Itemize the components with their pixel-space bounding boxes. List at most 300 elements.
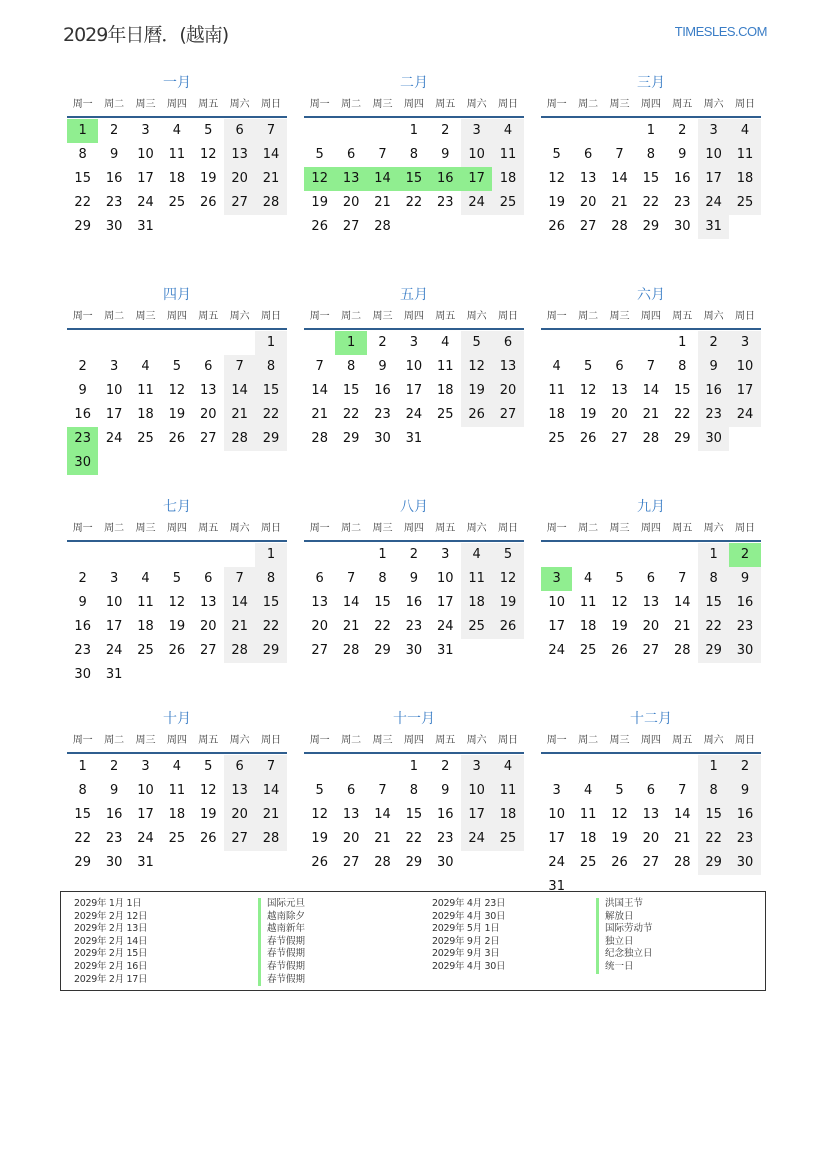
day-cell: 7 bbox=[678, 783, 687, 798]
weekday-label: 周三 bbox=[372, 311, 393, 322]
day-cell: 16 bbox=[374, 383, 391, 398]
day-cell: 6 bbox=[346, 147, 356, 162]
empty-cell bbox=[193, 331, 224, 355]
weekday-label: 周六 bbox=[466, 735, 487, 746]
day-cell: 15 bbox=[698, 803, 729, 827]
weekday-label: 周五 bbox=[435, 735, 456, 746]
day-cell: 27 bbox=[224, 827, 255, 851]
day-cell: 29 bbox=[74, 219, 91, 234]
day-cell: 20 bbox=[342, 831, 360, 846]
holiday-day: 14 bbox=[367, 167, 398, 191]
day-cell: 13 bbox=[224, 143, 255, 167]
weekday-label: 周日 bbox=[735, 523, 756, 534]
day-cell: 24 bbox=[105, 643, 123, 658]
holiday-day: 12 bbox=[304, 167, 335, 191]
day-cell: 28 bbox=[255, 191, 286, 215]
holiday-entry: 2029年 2月 14日 bbox=[74, 935, 148, 947]
weekday-label: 周四 bbox=[403, 99, 424, 110]
day-cell: 10 bbox=[698, 143, 729, 167]
weekday-label: 周五 bbox=[198, 311, 219, 322]
holiday-entry: 2029年 2月 15日 bbox=[74, 948, 148, 960]
holiday-entry: 解放日 bbox=[596, 911, 653, 924]
day-cell: 13 bbox=[311, 595, 328, 610]
day-cell: 11 bbox=[436, 359, 454, 374]
month-title: 四月 bbox=[163, 287, 191, 303]
weekday-label: 周日 bbox=[261, 735, 282, 746]
day-cell: 2 bbox=[109, 759, 119, 774]
weekday-label: 周日 bbox=[735, 735, 756, 746]
weekday-label: 周六 bbox=[703, 99, 724, 110]
day-cell: 12 bbox=[492, 567, 523, 591]
month-title: 十二月 bbox=[630, 711, 672, 727]
day-cell: 9 bbox=[109, 147, 119, 162]
weekday-label: 周日 bbox=[498, 311, 519, 322]
holiday-names-col-1 bbox=[258, 898, 305, 986]
weekday-label: 周五 bbox=[198, 99, 219, 110]
day-cell: 21 bbox=[224, 615, 255, 639]
day-cell: 2 bbox=[678, 123, 687, 138]
empty-cell bbox=[161, 331, 192, 355]
day-cell: 26 bbox=[168, 643, 186, 658]
weekday-label: 周三 bbox=[135, 523, 156, 534]
day-cell: 11 bbox=[729, 143, 760, 167]
day-cell: 25 bbox=[137, 431, 154, 446]
day-cell: 5 bbox=[492, 543, 523, 567]
day-cell: 12 bbox=[548, 171, 565, 186]
day-cell: 4 bbox=[141, 571, 150, 586]
day-grid bbox=[541, 755, 761, 899]
day-cell: 8 bbox=[255, 355, 286, 379]
weekday-label: 周五 bbox=[435, 311, 456, 322]
weekday-label: 周日 bbox=[735, 311, 756, 322]
day-cell: 21 bbox=[255, 167, 286, 191]
day-cell: 4 bbox=[492, 119, 523, 143]
day-grid bbox=[304, 755, 524, 875]
weekday-label: 周日 bbox=[261, 311, 282, 322]
weekday-label: 周一 bbox=[72, 311, 93, 322]
day-cell: 14 bbox=[224, 591, 255, 615]
day-cell: 12 bbox=[168, 383, 186, 398]
day-cell: 13 bbox=[199, 595, 217, 610]
day-cell: 4 bbox=[583, 571, 593, 586]
day-cell: 3 bbox=[409, 335, 418, 350]
day-cell: 16 bbox=[436, 807, 454, 822]
day-cell: 26 bbox=[579, 431, 597, 446]
day-cell: 27 bbox=[611, 431, 628, 446]
day-cell: 30 bbox=[74, 667, 91, 682]
day-cell: 22 bbox=[374, 619, 391, 634]
day-cell: 13 bbox=[579, 171, 597, 186]
weekday-label: 周四 bbox=[403, 523, 424, 534]
holiday-day: 13 bbox=[335, 167, 366, 191]
empty-cell bbox=[367, 755, 398, 779]
weekday-label: 周五 bbox=[672, 735, 693, 746]
month-title: 六月 bbox=[637, 287, 665, 303]
day-cell: 9 bbox=[729, 779, 760, 803]
day-cell: 14 bbox=[224, 379, 255, 403]
day-cell: 19 bbox=[461, 379, 492, 403]
day-cell: 20 bbox=[342, 195, 360, 210]
day-cell: 26 bbox=[311, 855, 328, 870]
day-cell: 3 bbox=[109, 359, 119, 374]
empty-cell bbox=[335, 755, 366, 779]
weekday-label: 周四 bbox=[640, 311, 661, 322]
empty-cell bbox=[304, 331, 335, 355]
weekday-label: 周二 bbox=[341, 735, 362, 746]
weekday-label: 周日 bbox=[261, 99, 282, 110]
month-calendar bbox=[541, 496, 761, 708]
empty-cell bbox=[604, 543, 635, 567]
day-cell: 6 bbox=[204, 571, 213, 586]
day-cell: 18 bbox=[137, 619, 154, 634]
day-cell: 18 bbox=[168, 807, 186, 822]
weekday-label: 周四 bbox=[166, 311, 187, 322]
month-calendar bbox=[541, 284, 761, 496]
day-cell: 21 bbox=[342, 619, 360, 634]
day-cell: 21 bbox=[673, 831, 691, 846]
day-cell: 19 bbox=[199, 171, 217, 186]
day-cell: 14 bbox=[673, 807, 691, 822]
day-cell: 7 bbox=[378, 147, 387, 162]
day-cell: 1 bbox=[646, 123, 655, 138]
day-cell: 29 bbox=[255, 639, 286, 663]
weekday-header bbox=[541, 518, 761, 542]
day-cell: 10 bbox=[548, 807, 565, 822]
day-cell: 27 bbox=[579, 219, 597, 234]
day-cell: 11 bbox=[461, 567, 492, 591]
day-cell: 21 bbox=[611, 195, 628, 210]
weekday-label: 周三 bbox=[135, 99, 156, 110]
weekday-label: 周二 bbox=[104, 735, 125, 746]
day-cell: 6 bbox=[615, 359, 624, 374]
day-cell: 28 bbox=[224, 427, 255, 451]
day-grid bbox=[304, 331, 524, 451]
day-cell: 31 bbox=[548, 879, 565, 894]
day-cell: 25 bbox=[168, 831, 186, 846]
weekday-label: 周四 bbox=[166, 523, 187, 534]
day-cell: 5 bbox=[172, 359, 181, 374]
month-calendar bbox=[541, 72, 761, 284]
empty-cell bbox=[67, 331, 98, 355]
empty-cell bbox=[304, 119, 335, 143]
holiday-entry: 春节假期 bbox=[258, 936, 305, 949]
day-cell: 20 bbox=[224, 167, 255, 191]
day-cell: 3 bbox=[141, 759, 150, 774]
day-cell: 4 bbox=[492, 755, 523, 779]
day-cell: 15 bbox=[374, 595, 391, 610]
empty-cell bbox=[572, 755, 603, 779]
day-cell: 19 bbox=[199, 807, 217, 822]
day-cell: 3 bbox=[109, 571, 119, 586]
page-title: 2029年日曆．(越南) bbox=[63, 24, 229, 46]
day-cell: 21 bbox=[374, 831, 391, 846]
weekday-label: 周四 bbox=[640, 99, 661, 110]
day-cell: 5 bbox=[583, 359, 593, 374]
day-cell: 30 bbox=[729, 639, 760, 663]
weekday-label: 周六 bbox=[466, 523, 487, 534]
month-title: 十月 bbox=[163, 711, 191, 727]
day-grid bbox=[67, 119, 287, 239]
day-cell: 17 bbox=[105, 619, 123, 634]
holiday-entry: 春节假期 bbox=[258, 948, 305, 961]
day-cell: 23 bbox=[673, 195, 691, 210]
day-cell: 22 bbox=[342, 407, 360, 422]
weekday-label: 周三 bbox=[609, 523, 630, 534]
month-calendar bbox=[304, 708, 524, 920]
weekday-label: 周一 bbox=[72, 523, 93, 534]
day-cell: 5 bbox=[204, 123, 213, 138]
day-cell: 27 bbox=[342, 855, 360, 870]
day-cell: 24 bbox=[137, 831, 154, 846]
day-cell: 17 bbox=[461, 803, 492, 827]
weekday-label: 周二 bbox=[341, 99, 362, 110]
day-cell: 28 bbox=[255, 827, 286, 851]
holiday-names-col-2 bbox=[596, 898, 653, 974]
day-cell: 21 bbox=[311, 407, 328, 422]
day-cell: 5 bbox=[315, 783, 324, 798]
day-cell: 12 bbox=[311, 807, 328, 822]
day-cell: 22 bbox=[642, 195, 660, 210]
day-cell: 30 bbox=[405, 643, 423, 658]
weekday-label: 周日 bbox=[498, 523, 519, 534]
day-cell: 19 bbox=[168, 619, 186, 634]
day-cell: 16 bbox=[74, 619, 91, 634]
day-cell: 8 bbox=[698, 567, 729, 591]
empty-cell bbox=[667, 543, 698, 567]
holiday-entry: 洪国王节 bbox=[596, 898, 653, 911]
day-cell: 11 bbox=[579, 595, 597, 610]
weekday-label: 周二 bbox=[341, 523, 362, 534]
holiday-entry: 越南新年 bbox=[258, 923, 305, 936]
weekday-label: 周日 bbox=[735, 99, 756, 110]
day-cell: 31 bbox=[105, 667, 123, 682]
empty-cell bbox=[304, 755, 335, 779]
empty-cell bbox=[130, 543, 161, 567]
day-cell: 1 bbox=[409, 759, 418, 774]
month-title: 九月 bbox=[637, 499, 665, 515]
day-cell: 31 bbox=[137, 219, 154, 234]
day-cell: 8 bbox=[78, 783, 87, 798]
weekday-label: 周六 bbox=[703, 735, 724, 746]
day-cell: 26 bbox=[611, 855, 628, 870]
day-cell: 17 bbox=[698, 167, 729, 191]
day-cell: 25 bbox=[137, 643, 154, 658]
day-cell: 26 bbox=[492, 615, 523, 639]
day-cell: 24 bbox=[405, 407, 423, 422]
day-cell: 9 bbox=[698, 355, 729, 379]
day-cell: 12 bbox=[199, 783, 217, 798]
day-cell: 3 bbox=[441, 547, 450, 562]
day-cell: 19 bbox=[311, 195, 328, 210]
holiday-dates-col-2 bbox=[432, 898, 505, 974]
weekday-label: 周二 bbox=[578, 523, 599, 534]
day-cell: 10 bbox=[105, 595, 123, 610]
day-cell: 28 bbox=[611, 219, 628, 234]
day-cell: 27 bbox=[642, 643, 660, 658]
holiday-entry: 2029年 5月 1日 bbox=[432, 923, 500, 935]
day-cell: 30 bbox=[729, 851, 760, 875]
weekday-label: 周一 bbox=[546, 99, 567, 110]
weekday-label: 周二 bbox=[104, 99, 125, 110]
day-cell: 29 bbox=[673, 431, 691, 446]
holiday-day: 17 bbox=[461, 167, 492, 191]
day-cell: 14 bbox=[374, 807, 391, 822]
day-cell: 13 bbox=[224, 779, 255, 803]
holiday-day: 1 bbox=[335, 331, 366, 355]
empty-cell bbox=[193, 543, 224, 567]
day-cell: 5 bbox=[552, 147, 561, 162]
day-grid bbox=[541, 119, 761, 239]
day-cell: 1 bbox=[698, 755, 729, 779]
day-cell: 21 bbox=[673, 619, 691, 634]
day-cell: 6 bbox=[583, 147, 593, 162]
empty-cell bbox=[541, 331, 572, 355]
day-cell: 29 bbox=[342, 431, 360, 446]
day-cell: 6 bbox=[492, 331, 523, 355]
day-cell: 10 bbox=[137, 783, 154, 798]
day-cell: 3 bbox=[729, 331, 760, 355]
month-calendar bbox=[304, 72, 524, 284]
day-cell: 20 bbox=[311, 619, 328, 634]
day-cell: 4 bbox=[729, 119, 760, 143]
holiday-entry: 2029年 2月 16日 bbox=[74, 960, 148, 972]
empty-cell bbox=[667, 755, 698, 779]
weekday-label: 周一 bbox=[72, 735, 93, 746]
day-cell: 8 bbox=[678, 359, 687, 374]
day-cell: 30 bbox=[374, 431, 391, 446]
day-cell: 23 bbox=[105, 195, 123, 210]
weekday-label: 周一 bbox=[546, 311, 567, 322]
weekday-label: 周日 bbox=[498, 99, 519, 110]
day-cell: 29 bbox=[642, 219, 660, 234]
weekday-label: 周五 bbox=[435, 523, 456, 534]
holiday-entry: 2029年 9月 2日 bbox=[432, 935, 500, 947]
day-cell: 11 bbox=[579, 807, 597, 822]
day-cell: 4 bbox=[172, 123, 181, 138]
day-cell: 7 bbox=[346, 571, 356, 586]
day-cell: 24 bbox=[729, 403, 760, 427]
holiday-entry: 春节假期 bbox=[258, 961, 305, 974]
day-cell: 26 bbox=[199, 831, 217, 846]
day-cell: 26 bbox=[199, 195, 217, 210]
holiday-entry: 2029年 2月 12日 bbox=[74, 910, 148, 922]
day-cell: 18 bbox=[461, 591, 492, 615]
day-cell: 26 bbox=[461, 403, 492, 427]
weekday-label: 周五 bbox=[198, 735, 219, 746]
day-cell: 1 bbox=[678, 335, 687, 350]
month-title: 一月 bbox=[163, 75, 191, 91]
day-cell: 2 bbox=[441, 123, 450, 138]
day-cell: 31 bbox=[698, 215, 729, 239]
weekday-label: 周五 bbox=[672, 99, 693, 110]
day-cell: 8 bbox=[409, 147, 418, 162]
day-cell: 13 bbox=[492, 355, 523, 379]
day-cell: 12 bbox=[611, 807, 628, 822]
month-calendar bbox=[304, 284, 524, 496]
day-cell: 22 bbox=[405, 195, 423, 210]
day-cell: 28 bbox=[311, 431, 328, 446]
day-cell: 9 bbox=[441, 783, 450, 798]
day-cell: 13 bbox=[611, 383, 628, 398]
empty-cell bbox=[367, 119, 398, 143]
day-cell: 14 bbox=[642, 383, 660, 398]
day-cell: 15 bbox=[698, 591, 729, 615]
day-cell: 23 bbox=[374, 407, 391, 422]
weekday-label: 周四 bbox=[403, 735, 424, 746]
day-cell: 9 bbox=[378, 359, 387, 374]
day-cell: 20 bbox=[642, 619, 660, 634]
day-cell: 10 bbox=[548, 595, 565, 610]
holiday-entry: 2029年 4月 23日 bbox=[432, 898, 506, 909]
day-cell: 8 bbox=[698, 779, 729, 803]
day-cell: 29 bbox=[405, 855, 423, 870]
day-cell: 18 bbox=[492, 803, 523, 827]
day-cell: 7 bbox=[615, 147, 624, 162]
day-cell: 7 bbox=[646, 359, 655, 374]
day-cell: 18 bbox=[548, 407, 565, 422]
day-cell: 1 bbox=[409, 123, 418, 138]
day-cell: 16 bbox=[74, 407, 91, 422]
day-cell: 5 bbox=[615, 783, 624, 798]
holiday-entry: 2029年 2月 13日 bbox=[74, 923, 148, 935]
day-cell: 24 bbox=[548, 643, 565, 658]
empty-cell bbox=[541, 755, 572, 779]
day-cell: 18 bbox=[137, 407, 154, 422]
day-cell: 25 bbox=[548, 431, 565, 446]
day-cell: 9 bbox=[409, 571, 418, 586]
brand-link[interactable]: TIMESLES.COM bbox=[674, 24, 767, 39]
day-cell: 6 bbox=[224, 755, 255, 779]
day-cell: 6 bbox=[646, 571, 655, 586]
weekday-label: 周二 bbox=[341, 311, 362, 322]
weekday-header bbox=[304, 94, 524, 118]
day-cell: 10 bbox=[461, 143, 492, 167]
day-cell: 27 bbox=[311, 643, 328, 658]
empty-cell bbox=[335, 543, 366, 567]
day-grid bbox=[304, 119, 524, 239]
month-title: 十一月 bbox=[393, 711, 435, 727]
day-cell: 18 bbox=[579, 619, 597, 634]
day-cell: 27 bbox=[342, 219, 360, 234]
day-cell: 21 bbox=[642, 407, 660, 422]
weekday-label: 周六 bbox=[703, 523, 724, 534]
empty-cell bbox=[224, 543, 255, 567]
holiday-entry: 统一日 bbox=[596, 961, 653, 974]
day-cell: 28 bbox=[642, 431, 660, 446]
day-cell: 2 bbox=[409, 547, 418, 562]
day-cell: 17 bbox=[137, 171, 154, 186]
day-cell: 6 bbox=[224, 119, 255, 143]
day-cell: 19 bbox=[168, 407, 186, 422]
weekday-label: 周三 bbox=[372, 523, 393, 534]
weekday-label: 周三 bbox=[609, 735, 630, 746]
day-cell: 23 bbox=[74, 643, 91, 658]
day-grid bbox=[67, 543, 287, 687]
day-cell: 27 bbox=[199, 643, 217, 658]
weekday-label: 周日 bbox=[261, 523, 282, 534]
day-cell: 25 bbox=[461, 615, 492, 639]
day-grid bbox=[304, 543, 524, 663]
empty-cell bbox=[98, 543, 129, 567]
weekday-label: 周六 bbox=[703, 311, 724, 322]
day-cell: 11 bbox=[548, 383, 565, 398]
holiday-entry: 2029年 1月 1日 bbox=[74, 898, 142, 909]
day-cell: 21 bbox=[374, 195, 391, 210]
day-cell: 8 bbox=[646, 147, 655, 162]
day-cell: 10 bbox=[436, 571, 454, 586]
day-cell: 4 bbox=[441, 335, 450, 350]
day-cell: 29 bbox=[698, 851, 729, 875]
